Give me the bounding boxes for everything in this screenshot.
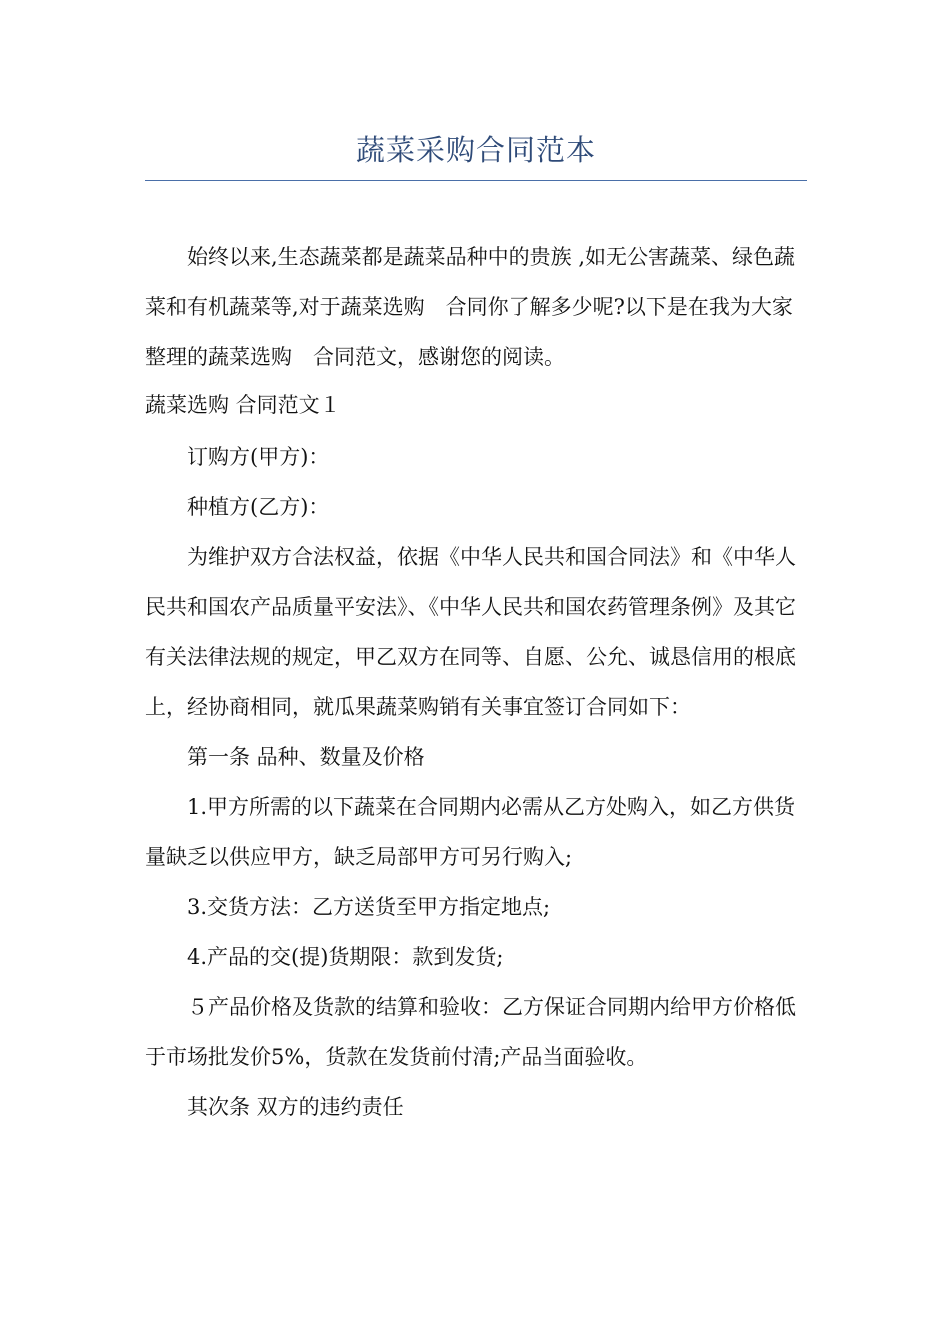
title-underline: [145, 180, 807, 181]
intro-paragraph: 始终以来,生态蔬菜都是蔬菜品种中的贵族 ,如无公害蔬菜、绿色蔬菜和有机蔬菜等,对于蔬菜选购 合同你了解多少呢?以下是在我为大家整理的蔬菜选购 合同范文，感谢您的阅读。: [145, 245, 796, 369]
article-two-heading: 其次条 双方的违约责任: [187, 1095, 404, 1119]
clause-5: ５产品价格及货款的结算和验收：乙方保证合同期内给甲方价格低于市场批发价5%，货款在发货前付清;产品当面验收。: [145, 995, 796, 1069]
buyer-party-line: 订购方(甲方)：: [187, 445, 330, 469]
clause-3: 3.交货方法：乙方送货至甲方指定地点;: [187, 895, 551, 919]
preamble-paragraph: 为维护双方合法权益，依据《中华人民共和国合同法》和《中华人民共和国农产品质量平安法》、《中华人民共和国农药管理条例》及其它有关法律法规的规定，甲乙双方在同等、自愿、公允、诚恳信用的根底上，经协商相同，就瓜果蔬菜购销有关事宜签订合同如下：: [145, 545, 796, 719]
clause-4: 4.产品的交(提)货期限：款到发货;: [187, 945, 504, 969]
section-heading: 蔬菜选购 合同范文１: [145, 393, 341, 417]
article-one-heading: 第一条 品种、数量及价格: [187, 745, 425, 769]
document-title: 蔬菜采购合同范本: [355, 133, 596, 167]
grower-party-line: 种植方(乙方)：: [187, 495, 330, 519]
clause-1: 1.甲方所需的以下蔬菜在合同期内必需从乙方处购入，如乙方供货量缺乏以供应甲方，缺乏局部甲方可另行购入;: [145, 795, 796, 869]
document-body: [145, 232, 807, 1132]
